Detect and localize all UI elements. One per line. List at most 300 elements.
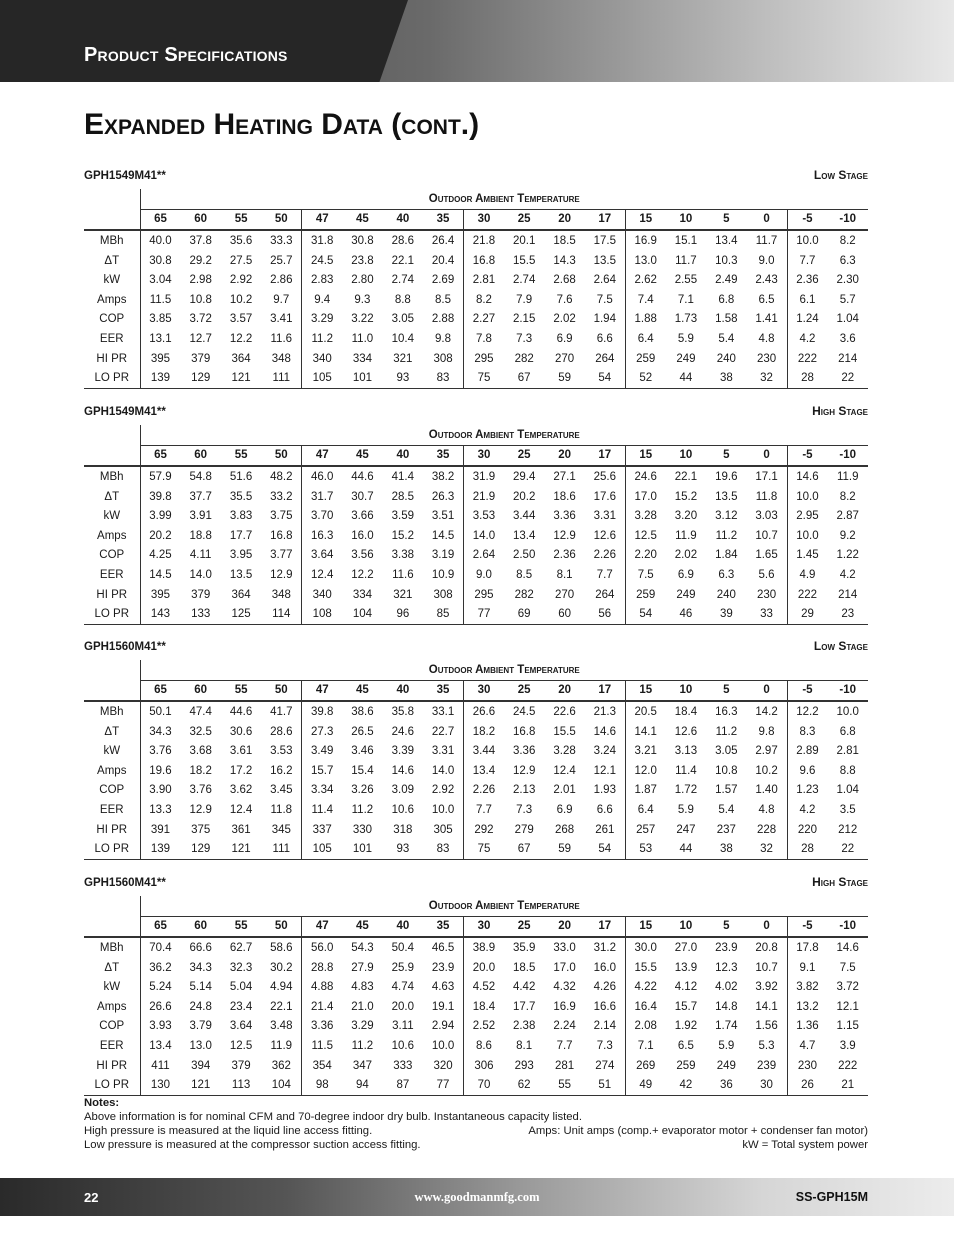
table-cell: 57.9 (140, 466, 180, 487)
table-cell: 14.0 (464, 526, 504, 546)
table-cell: 11.4 (302, 800, 342, 820)
table-cell: 32.5 (189, 725, 212, 738)
temperature-column-header: 0 (747, 680, 787, 701)
temperature-column-header: 50 (261, 916, 301, 937)
table-cell: 60 (544, 604, 584, 624)
outdoor-temp-header: Outdoor Ambient Temperature (140, 896, 868, 916)
table-cell: 14.1 (755, 1000, 778, 1013)
table-cell: 4.22 (625, 977, 665, 997)
table-cell: 12.2 (229, 332, 253, 345)
table-cell: 2.74 (512, 274, 536, 287)
table-row (84, 290, 868, 310)
table-cell: 364 (231, 352, 251, 365)
table-cell: 46.0 (302, 466, 342, 487)
model-name: GPH1560M41** (84, 877, 166, 889)
data-table-block (84, 166, 868, 389)
table-cell: 11.2 (351, 803, 374, 816)
table-cell: 11.9 (675, 529, 697, 542)
table-cell: 17.0 (625, 487, 665, 507)
table-cell: 10.2 (755, 764, 778, 777)
table-cell: 3.26 (351, 784, 374, 797)
table-cell: 3.39 (391, 745, 415, 758)
table-cell: 345 (271, 823, 291, 836)
table-cell: 8.6 (464, 1036, 504, 1056)
table-cell: 3.53 (270, 745, 293, 758)
table-cell: 18.8 (189, 529, 212, 542)
table-cell: 22.1 (270, 1000, 293, 1013)
heating-data-table (84, 660, 868, 860)
table-cell: 6.1 (787, 290, 827, 310)
table-cell: 66.6 (189, 941, 212, 954)
table-cell: 2.94 (431, 1020, 455, 1033)
table-cell: 19.6 (715, 470, 738, 483)
table-cell: 13.4 (715, 234, 738, 247)
table-cell: 337 (302, 820, 342, 840)
temperature-column-header: -5 (787, 445, 827, 466)
table-cell: 7.6 (556, 293, 573, 306)
row-label: COP (99, 784, 125, 797)
table-row (84, 230, 868, 251)
table-cell: 31.8 (302, 230, 342, 251)
row-label: EER (99, 803, 124, 816)
table-cell: 270 (555, 352, 575, 365)
table-cell: 12.4 (229, 803, 253, 816)
table-cell: 348 (271, 588, 291, 601)
table-cell: 113 (221, 1075, 261, 1095)
table-cell: 282 (514, 588, 534, 601)
table-cell: 12.5 (229, 1039, 253, 1052)
table-cell: 31.9 (464, 466, 504, 487)
table-cell: 9.1 (787, 958, 827, 978)
table-cell: 17.6 (593, 490, 616, 503)
table-cell: 7.7 (464, 800, 504, 820)
table-cell: 3.95 (229, 549, 253, 562)
table-row (84, 958, 868, 978)
table-cell: 237 (716, 823, 736, 836)
table-cell: 1.88 (625, 310, 665, 330)
table-cell: 9.2 (839, 529, 856, 542)
table-cell: 56.0 (302, 937, 342, 958)
table-cell: 279 (514, 823, 534, 836)
table-cell: 32 (747, 368, 787, 388)
table-cell: 2.87 (836, 510, 859, 523)
table-cell: 11.0 (351, 332, 374, 345)
row-label: Amps (97, 293, 127, 306)
table-cell: 7.3 (516, 332, 533, 345)
table-cell: 18.5 (553, 234, 576, 247)
temperature-column-header: 35 (423, 209, 463, 230)
table-cell: 10.0 (431, 803, 455, 816)
table-row (84, 349, 868, 369)
table-cell: 22.6 (553, 705, 576, 718)
table-cell: 2.64 (593, 274, 616, 287)
table-cell: 105 (302, 839, 342, 859)
temperature-column-header: 50 (261, 209, 301, 230)
temperature-column-header: 0 (747, 209, 787, 230)
table-cell: 25.9 (391, 961, 415, 974)
outdoor-temp-header: Outdoor Ambient Temperature (140, 425, 868, 445)
table-cell: 3.44 (464, 741, 504, 761)
table-cell: 21.0 (351, 1000, 374, 1013)
table-cell: 20.1 (512, 234, 536, 247)
table-cell: 12.4 (553, 764, 576, 777)
table-cell: 121 (180, 1075, 220, 1095)
table-cell: 35.8 (391, 705, 415, 718)
stage-label: Low Stage (813, 639, 868, 653)
table-cell: 11.2 (715, 725, 738, 738)
table-cell: 306 (464, 1056, 504, 1076)
table-cell: 230 (756, 352, 777, 365)
table-cell: 14.6 (836, 941, 859, 954)
table-cell: 7.5 (596, 293, 613, 306)
table-cell: 379 (231, 1059, 251, 1072)
row-label: kW (103, 274, 121, 287)
table-cell: 30.0 (625, 937, 665, 958)
temperature-column-header: 17 (585, 209, 625, 230)
table-cell: 7.7 (596, 568, 613, 581)
table-cell: 9.6 (787, 761, 827, 781)
table-cell: 23.4 (229, 1000, 253, 1013)
table-cell: 5.4 (718, 332, 735, 345)
table-row (84, 251, 868, 271)
table-cell: 36.2 (140, 958, 180, 978)
table-cell: 22.7 (431, 725, 455, 738)
table-cell: 2.02 (553, 313, 576, 326)
table-row (84, 466, 868, 487)
table-cell: 2.81 (464, 270, 504, 290)
table-cell: 7.7 (787, 251, 827, 271)
document-id: SS-GPH15M (795, 1190, 868, 1204)
table-cell: 52 (625, 368, 665, 388)
table-cell: 9.0 (464, 565, 504, 585)
temperature-column-header: -10 (827, 445, 868, 466)
section-title: Product Specifications (84, 44, 288, 66)
table-cell: 13.2 (787, 997, 827, 1017)
temperature-column-header: -10 (827, 916, 868, 937)
table-cell: 10.0 (787, 526, 827, 546)
table-cell: 3.41 (270, 313, 293, 326)
temperature-column-header: -10 (827, 680, 868, 701)
table-cell: 15.2 (391, 529, 415, 542)
table-cell: 14.6 (787, 466, 827, 487)
table-cell: 395 (140, 585, 180, 605)
table-cell: 16.8 (512, 725, 536, 738)
table-row (84, 997, 868, 1017)
row-label: COP (99, 1020, 125, 1033)
table-cell: 3.59 (391, 510, 415, 523)
data-table-block (84, 873, 868, 1096)
row-label: EER (99, 1039, 124, 1052)
table-cell: 104 (342, 604, 382, 624)
table-cell: 16.6 (593, 1000, 616, 1013)
temperature-column-header: 47 (302, 916, 342, 937)
table-cell: 38 (706, 839, 746, 859)
table-cell: 33.2 (270, 490, 293, 503)
temperature-column-header: 5 (706, 680, 746, 701)
table-cell: 2.98 (189, 274, 212, 287)
table-cell: 50.4 (391, 941, 415, 954)
table-cell: 20.2 (140, 526, 180, 546)
temperature-column-header: 17 (585, 445, 625, 466)
temperature-column-header: 65 (140, 680, 180, 701)
table-cell: 16.3 (715, 705, 738, 718)
table-cell: 7.3 (596, 1039, 613, 1052)
table-cell: 13.5 (715, 490, 738, 503)
table-cell: 257 (625, 820, 665, 840)
table-cell: 1.65 (755, 549, 778, 562)
corner-cell (84, 189, 140, 209)
row-label: ΔT (104, 490, 120, 503)
table-cell: 32.3 (229, 961, 253, 974)
table-cell: 12.1 (836, 1000, 859, 1013)
table-cell: 295 (464, 585, 504, 605)
table-cell: 2.92 (229, 274, 253, 287)
table-cell: 1.57 (715, 784, 738, 797)
table-cell: 212 (838, 823, 858, 836)
table-cell: 28 (787, 839, 827, 859)
website-link[interactable]: www.goodmanmfg.com (414, 1190, 540, 1204)
table-cell: 11.6 (270, 332, 293, 345)
table-cell: 249 (676, 588, 696, 601)
table-cell: 31.2 (593, 941, 616, 954)
table-cell: 34.3 (189, 961, 212, 974)
temperature-column-header: 60 (180, 680, 220, 701)
table-cell: 13.4 (464, 761, 504, 781)
table-cell: 27.3 (302, 722, 342, 742)
temperature-column-header: 10 (666, 916, 706, 937)
table-cell: 17.1 (755, 470, 778, 483)
table-cell: 23 (827, 604, 868, 624)
table-cell: 6.3 (839, 254, 856, 267)
table-cell: 62.7 (229, 941, 253, 954)
table-cell: 47.4 (189, 705, 212, 718)
table-cell: 7.5 (839, 961, 856, 974)
table-cell: 9.8 (435, 332, 452, 345)
model-name: GPH1560M41** (84, 641, 166, 653)
table-cell: 308 (433, 588, 453, 601)
table-cell: 10.0 (836, 705, 859, 718)
table-cell: 12.6 (674, 725, 698, 738)
notes-line-1: Above information is for nominal CFM and 70-degree indoor dry bulb. Instantaneous capacity listed. (84, 1111, 582, 1123)
table-cell: 334 (352, 588, 372, 601)
table-cell: 14.0 (189, 568, 212, 581)
table-cell: 3.46 (351, 745, 374, 758)
row-label: kW (103, 745, 121, 758)
table-cell: 54.8 (189, 470, 212, 483)
table-cell: 321 (393, 352, 413, 365)
table-cell: 133 (180, 604, 220, 624)
temperature-column-header: 5 (706, 916, 746, 937)
table-cell: 3.31 (593, 510, 616, 523)
temperature-column-header: 35 (423, 680, 463, 701)
table-cell: 4.74 (391, 981, 415, 994)
table-cell: 14.5 (431, 529, 455, 542)
table-cell: 8.3 (787, 722, 827, 742)
table-cell: 77 (423, 1075, 463, 1095)
table-cell: 1.36 (787, 1017, 827, 1037)
table-row (84, 310, 868, 330)
row-label: MBh (99, 941, 124, 954)
table-cell: 67 (504, 368, 544, 388)
table-cell: 240 (716, 352, 736, 365)
table-cell: 4.63 (431, 981, 455, 994)
table-cell: 2.86 (270, 274, 293, 287)
row-label: LO PR (84, 604, 140, 624)
table-cell: 16.4 (625, 997, 665, 1017)
table-cell: 6.6 (596, 332, 613, 345)
table-cell: 23.9 (431, 961, 455, 974)
table-cell: 46 (666, 604, 706, 624)
table-cell: 7.5 (625, 565, 665, 585)
table-cell: 240 (716, 588, 736, 601)
table-cell: 2.08 (625, 1017, 665, 1037)
temperature-column-header: 40 (383, 209, 423, 230)
table-cell: 3.68 (189, 745, 212, 758)
table-cell: 13.1 (140, 329, 180, 349)
table-cell: 22.1 (674, 470, 698, 483)
table-cell: 8.2 (464, 290, 504, 310)
table-cell: 3.21 (625, 741, 665, 761)
table-cell: 28.8 (302, 958, 342, 978)
table-cell: 30.2 (270, 961, 293, 974)
temperature-column-header: 30 (464, 916, 504, 937)
table-cell: 2.89 (787, 741, 827, 761)
table-cell: 21.8 (464, 230, 504, 251)
table-cell: 101 (342, 368, 382, 388)
table-cell: 268 (555, 823, 575, 836)
temperature-column-header: 5 (706, 209, 746, 230)
row-label: LO PR (84, 1075, 140, 1095)
temperature-column-header: 35 (423, 445, 463, 466)
temperature-column-header: 50 (261, 680, 301, 701)
table-cell: 411 (140, 1056, 180, 1076)
table-cell: 3.51 (431, 510, 455, 523)
table-cell: 3.36 (553, 510, 576, 523)
table-cell: 3.24 (593, 745, 616, 758)
temperature-column-header: 60 (180, 445, 220, 466)
table-cell: 8.8 (394, 293, 411, 306)
temperature-column-header: 17 (585, 916, 625, 937)
row-label: kW (103, 981, 121, 994)
temperature-column-header: 20 (544, 209, 584, 230)
table-cell: 12.9 (512, 764, 536, 777)
table-cell: 3.64 (229, 1020, 253, 1033)
table-cell: 330 (352, 823, 372, 836)
table-cell: 33.1 (431, 705, 455, 718)
table-cell: 11.7 (755, 234, 778, 247)
table-cell: 1.41 (755, 313, 778, 326)
table-cell: 4.88 (302, 977, 342, 997)
table-cell: 214 (838, 588, 858, 601)
table-cell: 3.22 (351, 313, 374, 326)
corner-cell (84, 896, 140, 916)
table-cell: 28.6 (391, 234, 415, 247)
table-cell: 11.8 (755, 490, 778, 503)
notes-title: Notes: (84, 1097, 120, 1109)
temperature-column-header: 45 (342, 445, 382, 466)
table-cell: 49 (625, 1075, 665, 1095)
temperature-column-header: 5 (706, 445, 746, 466)
table-cell: 25.6 (593, 470, 616, 483)
row-label: HI PR (96, 352, 128, 365)
temperature-column-header: 30 (464, 445, 504, 466)
table-cell: 4.2 (839, 568, 856, 581)
table-cell: 10.9 (431, 568, 455, 581)
table-cell: 14.6 (391, 764, 415, 777)
table-cell: 12.2 (351, 568, 374, 581)
table-cell: 29.2 (189, 254, 212, 267)
table-header-row (84, 402, 868, 418)
temperature-column-header: 45 (342, 680, 382, 701)
table-cell: 3.31 (431, 745, 455, 758)
table-cell: 22 (827, 839, 868, 859)
table-cell: 5.3 (758, 1039, 775, 1052)
table-cell: 6.4 (625, 329, 665, 349)
table-cell: 2.14 (593, 1020, 616, 1033)
table-cell: 11.4 (675, 764, 697, 777)
table-cell: 75 (464, 368, 504, 388)
table-cell: 3.49 (302, 741, 342, 761)
table-header-row (84, 637, 868, 653)
table-cell: 3.66 (351, 510, 374, 523)
table-cell: 54 (585, 368, 625, 388)
table-cell: 6.5 (677, 1039, 694, 1052)
table-cell: 3.82 (787, 977, 827, 997)
table-cell: 13.4 (140, 1036, 180, 1056)
heating-data-table (84, 425, 868, 625)
table-cell: 379 (191, 352, 211, 365)
table-cell: 23.9 (715, 941, 738, 954)
table-cell: 37.8 (189, 234, 212, 247)
heating-data-table (84, 896, 868, 1096)
table-cell: 26.3 (431, 490, 455, 503)
model-name: GPH1549M41** (84, 406, 166, 418)
table-cell: 10.6 (391, 1039, 415, 1052)
table-row (84, 839, 868, 859)
table-cell: 1.23 (787, 781, 827, 801)
temperature-column-header: -5 (787, 209, 827, 230)
model-name: GPH1549M41** (84, 170, 166, 182)
table-cell: 362 (271, 1059, 291, 1072)
table-cell: 9.3 (354, 293, 371, 306)
table-cell: 21.4 (302, 997, 342, 1017)
table-cell: 12.9 (189, 803, 212, 816)
row-label: HI PR (96, 1059, 128, 1072)
table-row (84, 585, 868, 605)
table-cell: 39.8 (302, 701, 342, 722)
table-cell: 40.0 (140, 230, 180, 251)
table-cell: 2.27 (464, 310, 504, 330)
table-cell: 6.9 (556, 332, 573, 345)
table-cell: 27.1 (553, 470, 576, 483)
table-cell: 26.4 (431, 234, 455, 247)
temperature-column-header: 20 (544, 916, 584, 937)
table-cell: 270 (555, 588, 575, 601)
table-cell: 36 (706, 1075, 746, 1095)
table-cell: 130 (140, 1075, 180, 1095)
table-row (84, 506, 868, 526)
table-cell: 3.83 (229, 510, 253, 523)
table-cell: 3.53 (464, 506, 504, 526)
table-cell: 77 (464, 604, 504, 624)
table-cell: 11.9 (836, 470, 859, 483)
table-cell: 3.03 (755, 510, 778, 523)
table-cell: 16.0 (351, 529, 374, 542)
table-cell: 33.0 (553, 941, 576, 954)
table-cell: 14.0 (431, 764, 455, 777)
table-cell: 18.2 (464, 722, 504, 742)
table-cell: 18.5 (512, 961, 536, 974)
